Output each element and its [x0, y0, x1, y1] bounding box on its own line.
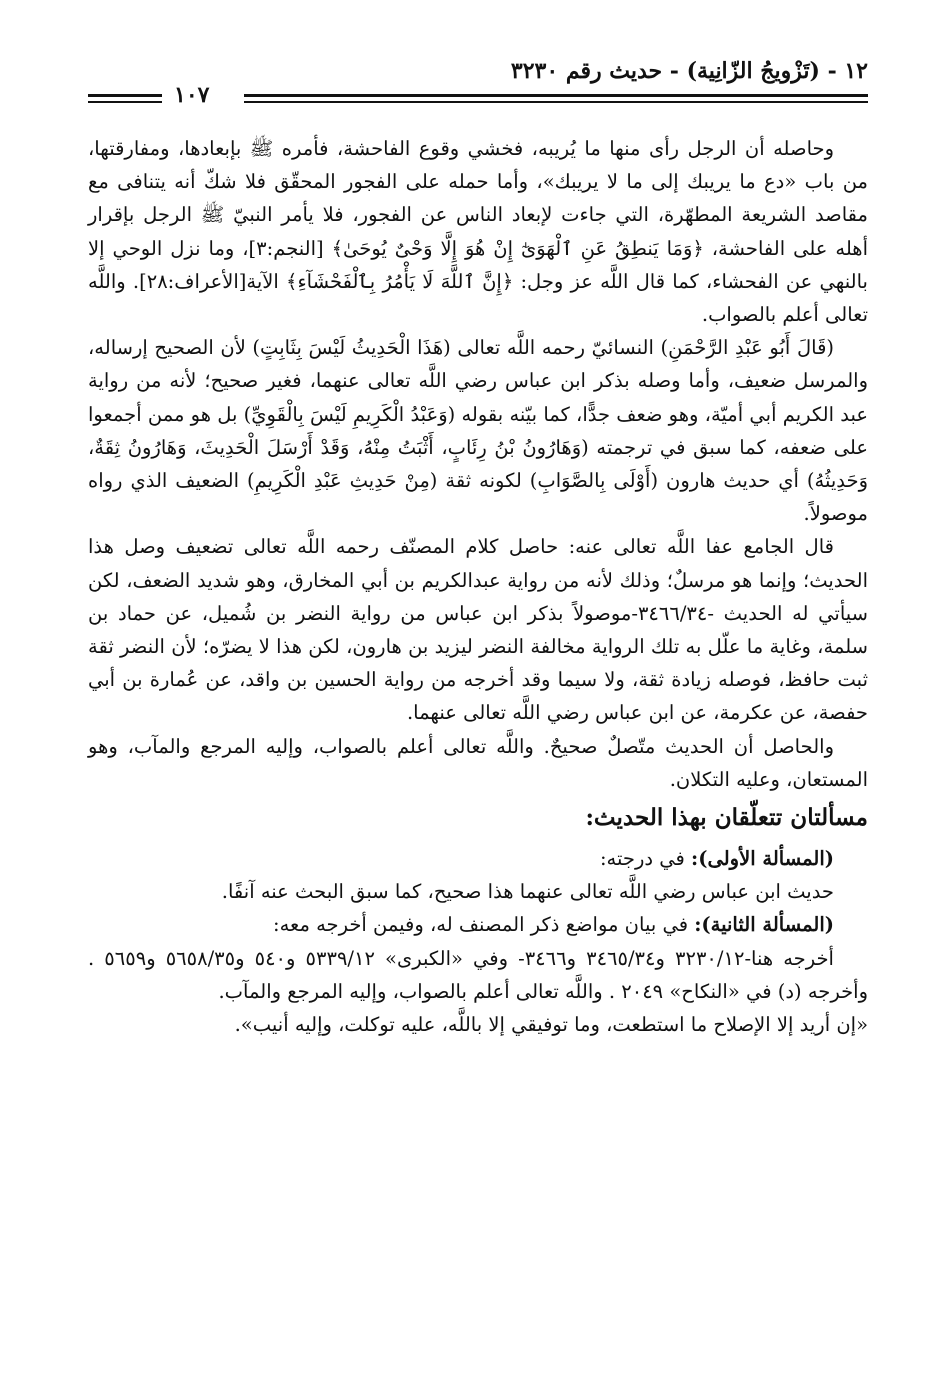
page-header: [88, 52, 868, 108]
paragraph: والحاصل أن الحديث متّصلٌ صحيحٌ. واللَّه تعالى أعلم بالصواب، وإليه المرجع والمآب، وهو المستعان، وعليه التكلان.: [88, 734, 868, 791]
header-rule: [244, 94, 868, 97]
issue-heading: [88, 908, 868, 941]
issue-heading: [88, 842, 868, 875]
issue-label: (المسألة الثانية):: [694, 913, 834, 937]
book-page: [88, 52, 868, 1041]
section-heading: مسألتان تتعلّقان بهذا الحديث:: [585, 804, 868, 832]
paragraph: أخرجه هنا-٣٢٣٠/١٢ و٣٤٦٥/٣٤ و٣٤٦٦- وفي «الكبرى» ٥٣٣٩/١٢ و٥٤٠ و٥٦٥٨/٣٥ و٥٦٥٩ . وأخرجه (د) في «النكاح» ٢٠٤٩ . واللَّه تعالى أعلم بالصواب، وإليه المرجع والمآب.: [88, 946, 868, 1003]
page-body: [88, 132, 868, 1041]
running-title: ١٢ - (تَزْويجُ الزّانِية) - حديث رقم ٣٢٣٠: [510, 58, 868, 84]
issue-label: (المسألة الأولى):: [691, 847, 834, 871]
issue-intro: في درجته:: [599, 847, 692, 871]
header-rule: [88, 101, 162, 103]
paragraph: حديث ابن عباس رضي اللَّه تعالى عنهما هذا صحيح، كما سبق البحث عنه آنفًا.: [221, 880, 834, 904]
page-number: ١٠٧: [174, 82, 210, 108]
closing-quote: «إن أريد إلا الإصلاح ما استطعت، وما توفيقي إلا باللَّه، عليه توكلت، وإليه أنيب».: [234, 1013, 868, 1037]
issue-intro: في بيان مواضع ذكر المصنف له، وفيمن أخرجه معه:: [273, 913, 695, 937]
header-rule: [88, 94, 162, 97]
header-rule: [244, 101, 868, 103]
paragraph: قال الجامع عفا اللَّه تعالى عنه: حاصل كلام المصنّف رحمه اللَّه تعالى تضعيف وصل هذا الحديث؛ وإنما هو مرسلٌ؛ وذلك لأنه من رواية عبدالكريم بن أبي المخارق، وهو شديد الضعف، لكن سيأتي له الحديث -٣٤٦٦/٣٤-موصولاً بذكر ابن عباس من رواية النضر بن شُميل، عن حماد بن سلمة، وغاية ما علّل به تلك الرواية مخالفة النضر ليزيد بن هارون، لكن هذا لا يضرّه؛ لأن النضر ثقة ثبت حافظ، فوصله زيادة ثقة، ولا سيما وقد أخرجه من رواية الحسين بن واقد، عن عُمارة بن أبي حفصة، عن عكرمة، عن ابن عباس رضي اللَّه تعالى عنهما.: [88, 535, 869, 725]
paragraph: وحاصله أن الرجل رأى منها ما يُريبه، فخشي وقوع الفاحشة، فأمره ﷺ بإبعادها، ومفارقتها، من باب «دع ما يريبك إلى ما لا يريبك»، وأما حمله على الفجور المحقّق فلا شكّ أنه يتنافى مع مقاصد الشريعة المطهّرة، التي جاءت لإبعاد الناس عن الفجور، فلا يأمر النبيّ ﷺ الرجل بإقرار أهله على الفاحشة، ﴿وَمَا يَنطِقُ عَنِ ٱلْهَوَىٰٓ إِنْ هُوَ إِلَّا وَحْىٌ يُوحَىٰ﴾ [النجم:٣]، وما نزل الوحي إلا بالنهي عن الفحشاء، كما قال اللَّه عز وجل: ﴿إِنَّ ٱللَّهَ لَا يَأْمُرُ بِٱلْفَحْشَآءِ﴾ الآية[الأعراف:٢٨]. واللَّه تعالى أعلم بالصواب.: [88, 137, 868, 327]
paragraph: (قَالَ أَبُو عَبْدِ الرَّحْمَنِ) النسائيّ رحمه اللَّه تعالى (هَذَا الْحَدِيثُ لَيْسَ بِثَابِتٍ) لأن الصحيح إرساله، والمرسل ضعيف، وأما وصله بذكر ابن عباس رضي اللَّه تعالى عنهما، فغير صحيح؛ لأنه من رواية عبد الكريم أبي أميّة، وهو ضعف جدًّا، كما بيّنه بقوله (وَعَبْدُ الْكَرِيمِ لَيْسَ بِالْقَوِيِّ) بل هو ممن أجمعوا على ضعفه، كما سبق في ترجمته (وَهَارُونُ بْنُ رِئَابٍ، أَثْبَتُ مِنْهُ، وَقَدْ أَرْسَلَ الْحَدِيثَ، وَهَارُونُ ثِقَةٌ، وَحَدِيثُهُ) أي حديث هارون (أَوْلَى بِالصَّوَابِ) لكونه ثقة (مِنْ حَدِيثِ عَبْدِ الْكَرِيمِ) الضعيف الذي رواه موصولاً.: [88, 336, 868, 526]
